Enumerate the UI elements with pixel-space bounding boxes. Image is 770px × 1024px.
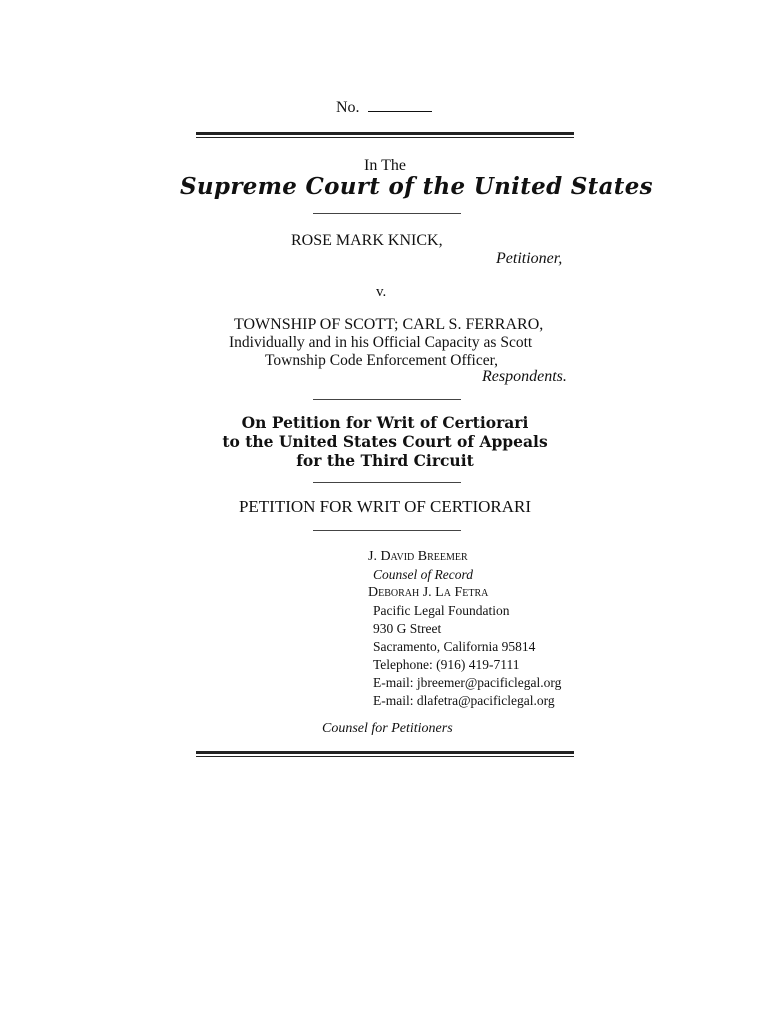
street-address: 930 G Street [373, 621, 442, 636]
court-prefix: In The [364, 157, 406, 174]
petitioner-role: Petitioner, [496, 250, 563, 267]
organization: Pacific Legal Foundation [373, 603, 510, 618]
petitioner-name: ROSE MARK KNICK, [291, 232, 443, 249]
bottom-double-rule [196, 751, 574, 757]
attorney1-role: Counsel of Record [373, 567, 473, 582]
respondents-role: Respondents. [482, 368, 567, 385]
respondents-line3: Township Code Enforcement Officer, [265, 352, 499, 369]
city-address: Sacramento, California 95814 [373, 639, 536, 654]
respondents-line2: Individually and in his Official Capacity as Scott [229, 334, 533, 351]
petition-line2: to the United States Court of Appeals [222, 432, 548, 451]
docket-label: No. [336, 99, 360, 116]
email-2: E-mail: dlafetra@pacificlegal.org [373, 693, 555, 708]
attorney2-name: Deborah J. La Fetra [368, 585, 489, 600]
telephone: Telephone: (916) 419-7111 [373, 657, 520, 672]
docket-blank [368, 99, 432, 112]
attorney1-name: J. David Breemer [368, 549, 468, 564]
divider-3 [313, 482, 461, 483]
petition-line1: On Petition for Writ of Certiorari [241, 413, 529, 432]
document-title: PETITION FOR WRIT OF CERTIORARI [238, 497, 532, 516]
email-1: E-mail: jbreemer@pacificlegal.org [373, 675, 562, 690]
top-double-rule [196, 132, 574, 138]
divider-1 [313, 213, 461, 214]
versus: v. [376, 284, 387, 300]
petition-line3: for the Third Circuit [296, 451, 474, 470]
court-name: Supreme Court of the United States [180, 173, 653, 200]
respondents-line1: TOWNSHIP OF SCOTT; CARL S. FERRARO, [234, 316, 544, 333]
counsel-footer: Counsel for Petitioners [322, 721, 453, 736]
divider-2 [313, 399, 461, 400]
divider-4 [313, 530, 461, 531]
docket-number [336, 99, 432, 117]
